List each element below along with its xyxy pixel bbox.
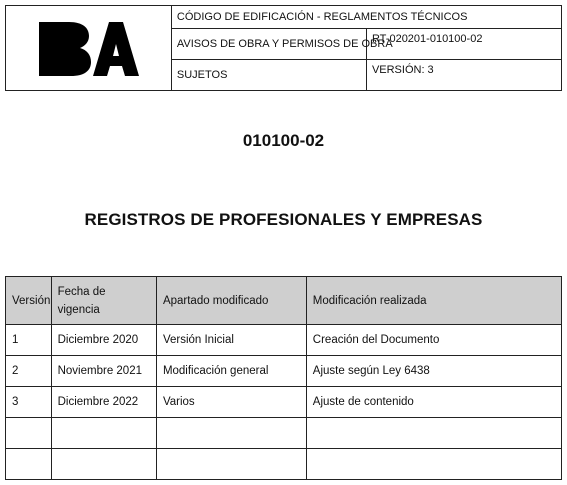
table-cell (306, 449, 561, 480)
column-header-date: Fecha de vigencia (51, 277, 156, 325)
column-header-section: Apartado modificado (156, 277, 306, 325)
table-cell (156, 449, 306, 480)
document-header (5, 5, 562, 91)
table-row (6, 325, 562, 356)
table-cell: Ajuste de contenido (306, 387, 561, 418)
header-subject: SUJETOS (171, 60, 366, 91)
table-row (6, 449, 562, 480)
table-cell: Ajuste según Ley 6438 (306, 356, 561, 387)
table-cell (6, 449, 52, 480)
table-cell: Versión Inicial (156, 325, 306, 356)
table-cell: Modificación general (156, 356, 306, 387)
table-cell (51, 449, 156, 480)
column-header-version: Versión (6, 277, 52, 325)
header-doc-code: RT-020201-010100-02 (366, 29, 561, 60)
table-row (6, 418, 562, 449)
header-section: AVISOS DE OBRA Y PERMISOS DE OBRA (171, 29, 366, 60)
table-cell: 1 (6, 325, 52, 356)
table-cell: Diciembre 2022 (51, 387, 156, 418)
header-version: VERSIÓN: 3 (366, 60, 561, 91)
table-header-row (6, 277, 562, 325)
document-code: 010100-02 (242, 131, 325, 150)
document-title: REGISTROS DE PROFESIONALES Y EMPRESAS (84, 210, 483, 229)
column-header-change: Modificación realizada (306, 277, 561, 325)
table-cell: Diciembre 2020 (51, 325, 156, 356)
versions-table (5, 276, 562, 480)
logo-cell (6, 6, 172, 91)
table-cell: 3 (6, 387, 52, 418)
table-cell (156, 418, 306, 449)
table-cell (6, 418, 52, 449)
table-cell (51, 418, 156, 449)
ba-logo (35, 18, 141, 78)
table-cell: Noviembre 2021 (51, 356, 156, 387)
header-code-title: CÓDIGO DE EDIFICACIÓN - REGLAMENTOS TÉCNICOS (171, 6, 561, 29)
table-cell: Creación del Documento (306, 325, 561, 356)
table-row (6, 356, 562, 387)
table-row (6, 387, 562, 418)
table-cell (306, 418, 561, 449)
table-cell: 2 (6, 356, 52, 387)
table-cell: Varios (156, 387, 306, 418)
